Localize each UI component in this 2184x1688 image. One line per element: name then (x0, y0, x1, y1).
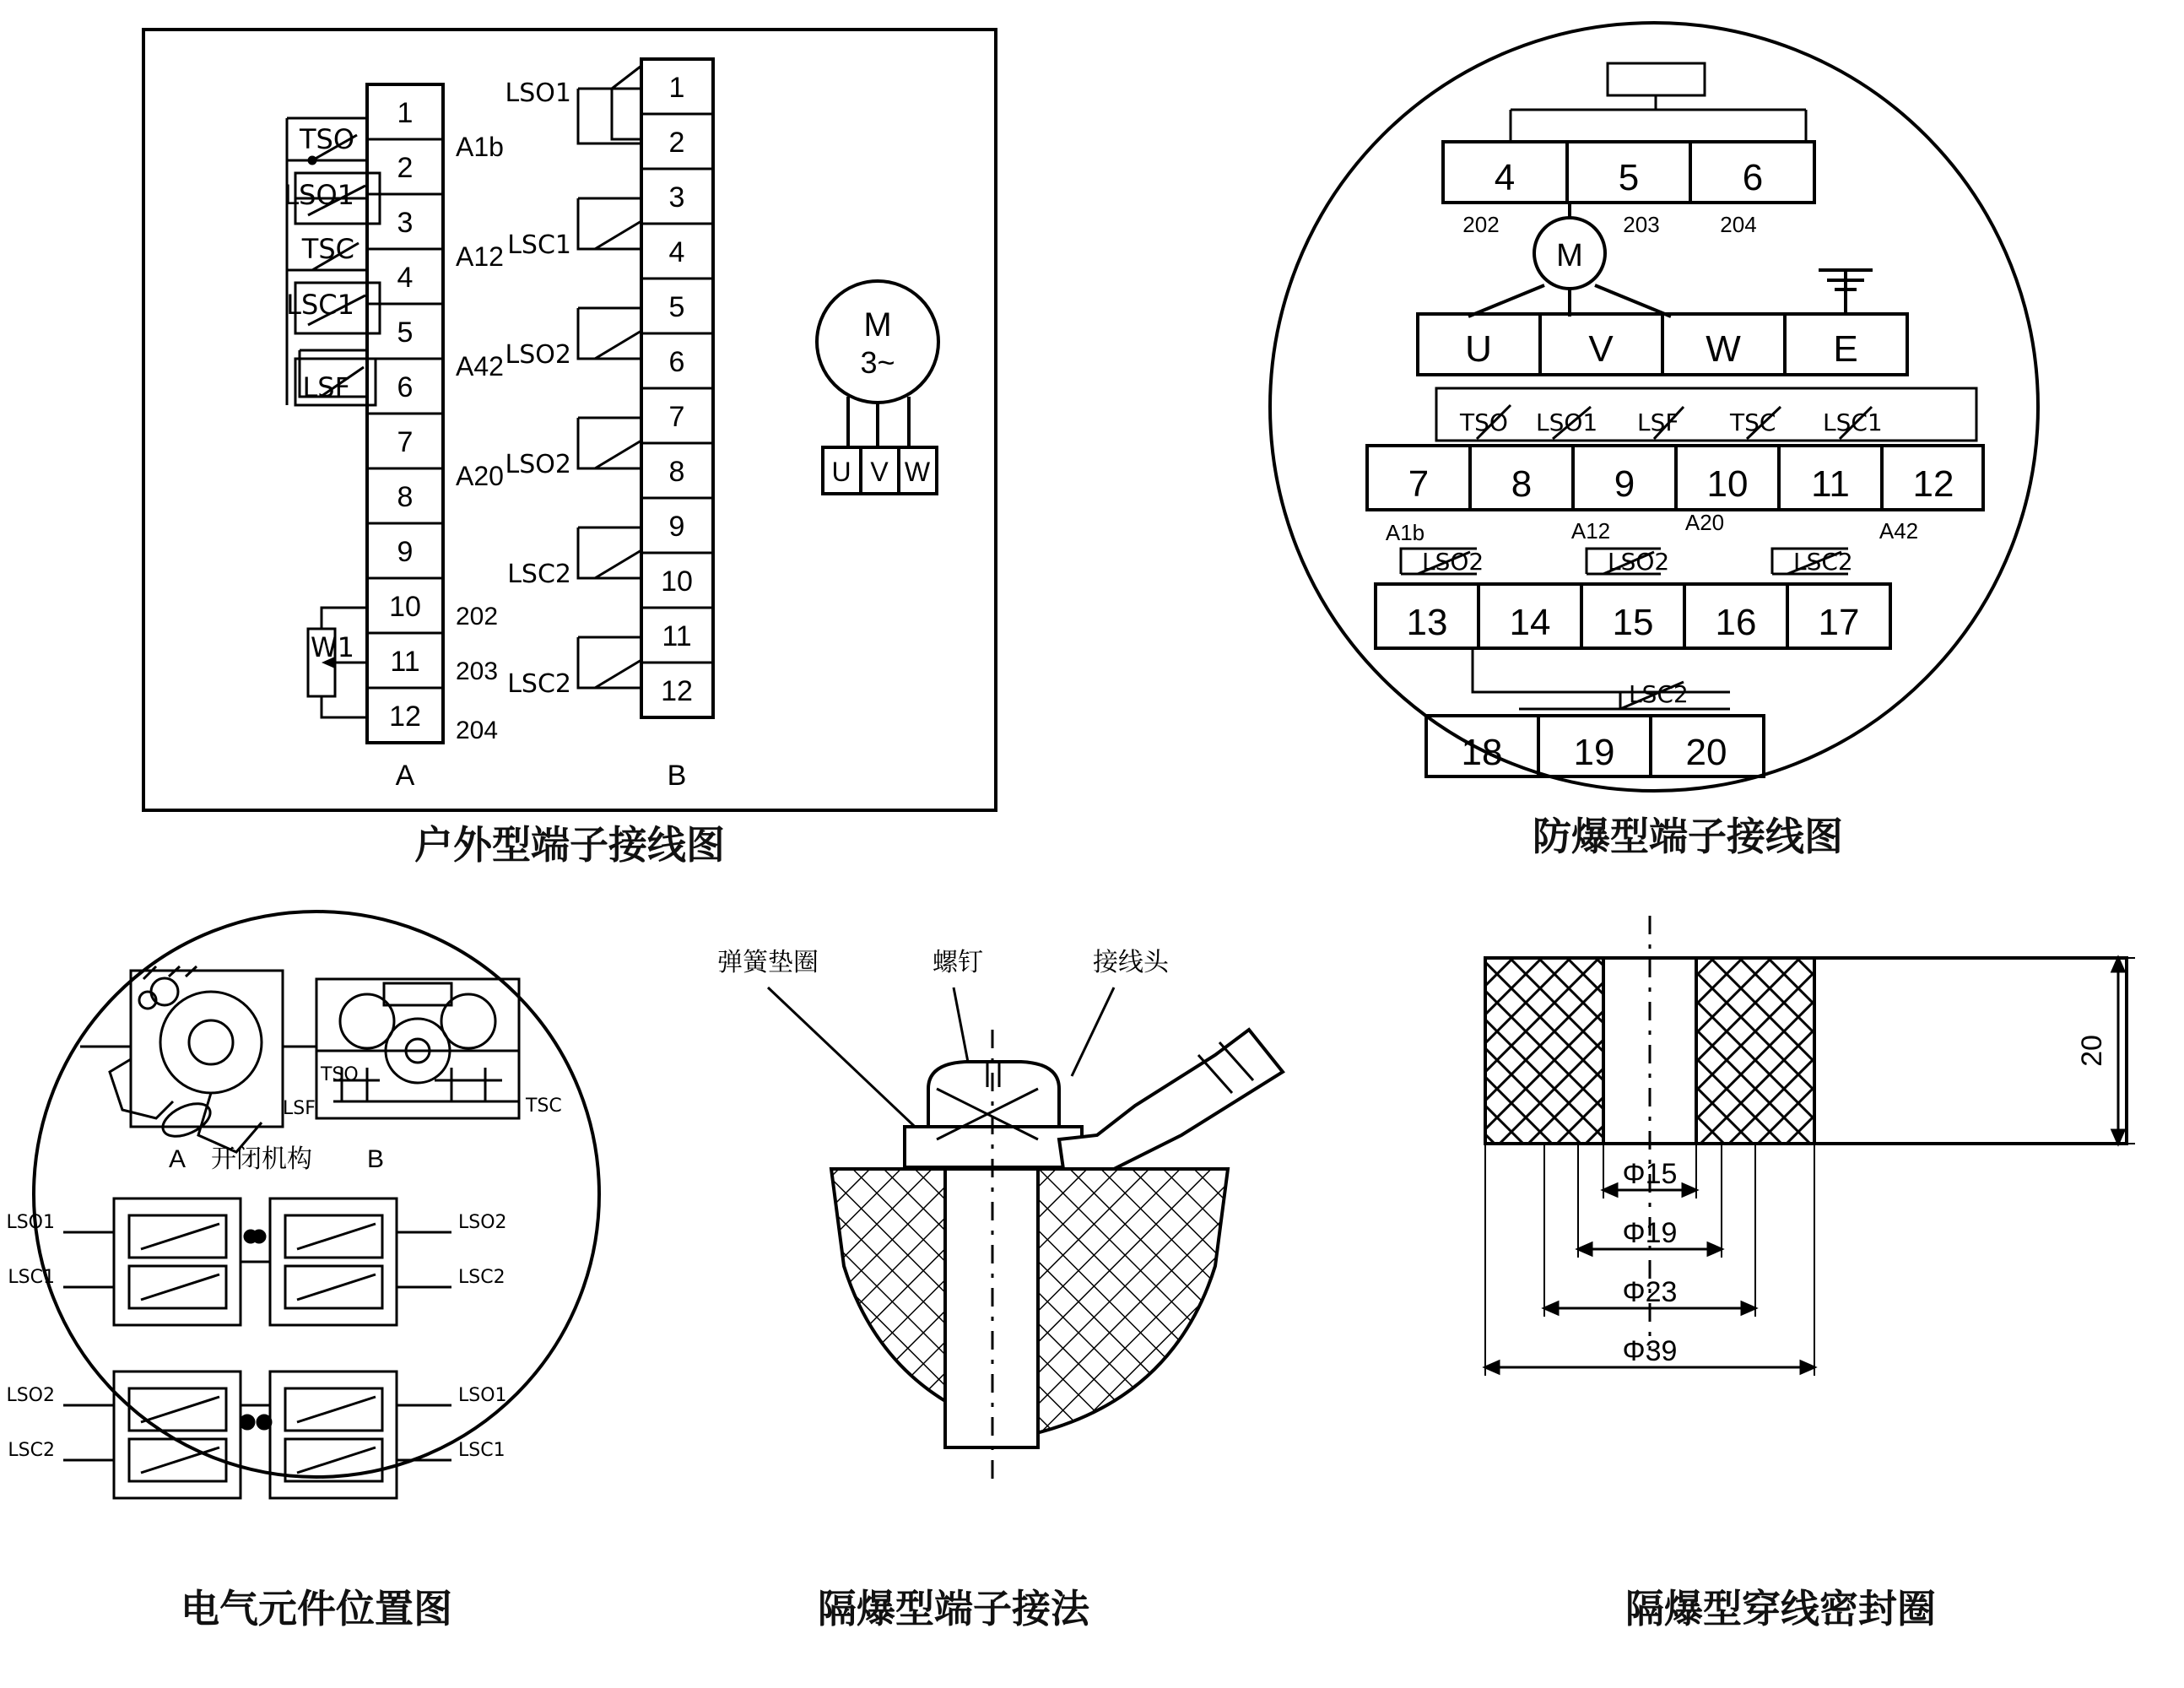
terminal-row-uvwe (1418, 314, 1907, 375)
terminal-row-7-12 (1367, 446, 1983, 510)
ep-terminal-20: 20 (1685, 732, 1727, 773)
figure-explosion-proof-terminal-wiring (1257, 17, 2051, 810)
caption-flameproof-cable-seal-ring: 隔爆型穿线密封圈 (1625, 1586, 1936, 1631)
figure-outdoor-terminal-wiring (139, 25, 1000, 810)
layout-letter-b: B (367, 1145, 385, 1173)
ep-label-lsc1: LSC1 (1823, 408, 1883, 436)
label-tsc: TSC (301, 233, 354, 265)
terminal-b-6: 6 (668, 346, 685, 378)
ep-code-a12: A12 (1570, 518, 1611, 544)
motor-label-bottom: 3~ (860, 345, 895, 380)
figure-flameproof-terminal-connection (675, 928, 1384, 1553)
terminal-b-12: 12 (661, 675, 693, 707)
ep-phase-w: W (1706, 328, 1741, 370)
terminal-a-12: 12 (389, 701, 421, 733)
label-row2-right-1: LSO1 (458, 1385, 507, 1406)
terminal-a-5: 5 (397, 316, 414, 349)
label-row1-right-1: LSO2 (458, 1212, 507, 1233)
ep-terminal-5: 5 (1618, 157, 1640, 198)
terminal-a-1: 1 (397, 97, 414, 129)
label-row1-right-2: LSC2 (458, 1267, 505, 1288)
ep-terminal-18: 18 (1461, 732, 1503, 773)
label-lsf: LSF (302, 371, 350, 403)
terminal-b-8: 8 (668, 456, 685, 488)
ep-code-a1b: A1b (1385, 520, 1425, 545)
dim-thickness: 20 (2076, 1035, 2108, 1067)
code-203: 203 (456, 657, 499, 685)
ep-label-lsf: LSF (1637, 408, 1679, 436)
right-switch-group (578, 66, 641, 688)
code-a1b: A1b (456, 132, 504, 162)
caption-flameproof-terminal-connection: 隔爆型端子接法 (818, 1586, 1089, 1631)
mechanism-right (316, 979, 519, 1118)
motor-terminal-u: U (831, 457, 851, 487)
ep-phase-u: U (1465, 328, 1492, 370)
ep-label-lsc2-bottom: LSC2 (1629, 680, 1689, 708)
terminal-b-5: 5 (668, 291, 685, 323)
terminal-b-2: 2 (668, 127, 685, 159)
switch-block-row-2 (63, 1372, 451, 1498)
ep-terminal-12: 12 (1912, 463, 1954, 505)
seal-ring-section (1485, 958, 2127, 1144)
ep-terminal-10: 10 (1706, 463, 1749, 505)
ep-label-lso1: LSO1 (1536, 408, 1598, 436)
ep-terminal-15: 15 (1612, 602, 1654, 643)
column-b-label: B (667, 760, 687, 792)
figure-flameproof-cable-seal-ring (1468, 945, 2152, 1545)
terminal-a-10: 10 (389, 591, 421, 623)
annotation-screw: 螺钉 (933, 948, 983, 977)
label-b-lsc2-b: LSC2 (507, 669, 571, 699)
annotation-wire-lug: 接线头 (1093, 948, 1169, 977)
ep-code-203: 203 (1623, 212, 1660, 237)
ep-label-lsc2-a: LSC2 (1793, 548, 1853, 576)
ground-icon (1819, 270, 1873, 314)
ep-switch-group-mid (1436, 388, 1976, 441)
label-mechanism: 开闭机构 (211, 1144, 312, 1174)
ep-code-a20: A20 (1684, 510, 1725, 535)
label-b-lso2-a: LSO2 (505, 340, 571, 370)
ep-terminal-17: 17 (1818, 602, 1860, 643)
label-row1-left-1: LSO1 (6, 1212, 55, 1233)
terminal-a-11: 11 (390, 646, 420, 678)
label-row1-left-2: LSC1 (8, 1267, 55, 1288)
terminal-b-4: 4 (668, 236, 685, 268)
top-bridge (1511, 63, 1806, 142)
code-a12: A12 (456, 241, 504, 272)
label-lso1: LSO1 (284, 179, 354, 211)
ep-terminal-9: 9 (1614, 463, 1635, 505)
ep-terminal-4: 4 (1494, 157, 1516, 198)
ep-terminal-11: 11 (1811, 463, 1850, 505)
terminal-strip-b (641, 59, 713, 717)
caption-electrical-component-layout: 电气元件位置图 (181, 1586, 452, 1631)
terminal-a-4: 4 (397, 262, 414, 294)
code-202: 202 (456, 603, 499, 630)
ep-phase-e: E (1833, 328, 1858, 370)
terminal-a-2: 2 (397, 152, 414, 184)
label-row2-left-2: LSC2 (8, 1440, 55, 1461)
label-tso: TSO (299, 123, 354, 155)
ep-phase-v: V (1588, 328, 1614, 370)
ep-terminal-19: 19 (1573, 732, 1615, 773)
dim-phi39: Φ39 (1622, 1335, 1678, 1367)
label-lsc1: LSC1 (286, 289, 354, 321)
terminal-a-9: 9 (397, 536, 414, 568)
label-layout-tso: TSO (321, 1064, 359, 1085)
wire-lug (1059, 1030, 1283, 1169)
label-layout-tsc: TSC (526, 1096, 562, 1117)
terminal-row-456 (1443, 142, 1814, 203)
ep-terminal-13: 13 (1406, 602, 1448, 643)
ep-terminal-8: 8 (1511, 463, 1533, 505)
caption-explosion-proof-terminal-wiring: 防爆型端子接线图 (1533, 814, 1843, 859)
ep-code-a42: A42 (1879, 518, 1919, 544)
terminal-a-7: 7 (397, 426, 414, 458)
motor-terminal-v: V (870, 457, 889, 487)
caption-outdoor-terminal-wiring: 户外型端子接线图 (414, 822, 725, 868)
label-b-lsc1: LSC1 (507, 230, 571, 260)
ep-label-tso: TSO (1460, 408, 1508, 436)
layout-letter-a: A (169, 1145, 187, 1173)
dim-phi19: Φ19 (1622, 1217, 1678, 1249)
label-row2-right-2: LSC1 (458, 1440, 505, 1461)
terminal-a-8: 8 (397, 481, 414, 513)
switch-block-row-1 (63, 1198, 451, 1325)
motor-terminal-w: W (904, 457, 931, 487)
ep-terminal-16: 16 (1715, 602, 1757, 643)
label-w1: W1 (311, 631, 354, 663)
dim-phi23: Φ23 (1622, 1276, 1678, 1308)
code-a42: A42 (456, 351, 504, 381)
figure-electrical-component-layout (6, 899, 603, 1540)
label-b-lsc2-a: LSC2 (507, 560, 571, 589)
terminal-a-6: 6 (397, 371, 414, 403)
terminal-row-13-17 (1376, 584, 1890, 648)
ep-code-204: 204 (1720, 212, 1757, 237)
ep-terminal-7: 7 (1408, 463, 1430, 505)
terminal-b-9: 9 (668, 511, 685, 543)
ep-motor-label: M (1556, 238, 1583, 273)
dim-phi15: Φ15 (1622, 1158, 1678, 1190)
column-a-label: A (395, 760, 415, 792)
ep-code-202: 202 (1462, 212, 1500, 237)
label-layout-lsf: LSF (283, 1098, 316, 1119)
code-204: 204 (456, 717, 499, 744)
annotation-spring-washer: 弹簧垫圈 (717, 948, 819, 977)
terminal-b-11: 11 (662, 620, 692, 652)
terminal-b-10: 10 (661, 565, 693, 598)
code-a20: A20 (456, 461, 504, 491)
motor-label-top: M (863, 306, 892, 344)
terminal-b-7: 7 (668, 401, 685, 433)
label-b-lso1: LSO1 (505, 78, 571, 108)
terminal-row-18-20 (1426, 716, 1764, 776)
ep-terminal-6: 6 (1742, 157, 1764, 198)
terminal-b-1: 1 (668, 72, 685, 104)
label-row2-left-1: LSO2 (6, 1385, 55, 1406)
ep-terminal-14: 14 (1509, 602, 1551, 643)
label-b-lso2-b: LSO2 (505, 450, 571, 479)
terminal-a-3: 3 (397, 207, 414, 239)
terminal-b-3: 3 (668, 181, 685, 214)
ep-label-tsc: TSC (1730, 408, 1776, 436)
housing-body (831, 1169, 1228, 1447)
ep-label-lso2-b: LSO2 (1608, 548, 1670, 576)
ep-label-lso2-a: LSO2 (1422, 548, 1484, 576)
ep-switch-bottom (1473, 648, 1730, 709)
